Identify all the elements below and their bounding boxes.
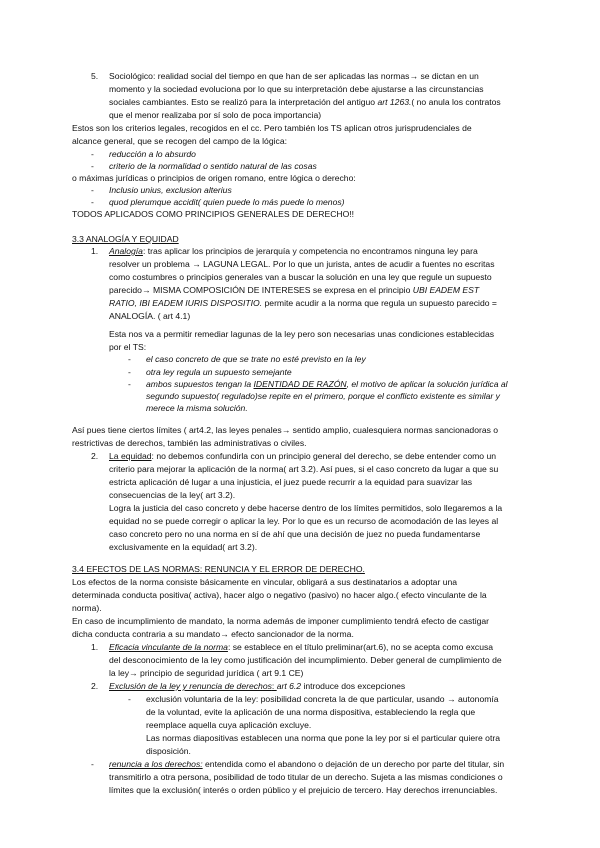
paragraph-line: como costumbres o principios generales van a buscar la solución en una ley que regule un supuesto [109,272,492,282]
condition-item: otra ley regula un supuesto semejante [146,367,292,377]
article-reference: art 1263. [377,97,412,107]
text-run: entendida como el abandono o dejación de un derecho por parte del titular, sin [202,759,505,769]
text-run: ( no anula los contratos [411,97,501,107]
paragraph-line: Así pues tiene ciertos límites ( art4.2, las leyes penales→ sentido amplio, cualesquiera normas sancionadoras o [72,425,499,435]
list-number: 5. [91,71,99,81]
logic-item: reducción a lo absurdo [109,149,196,159]
paragraph-line: Las normas diapositivas establecen una norma que pone la ley por si el particular quiere otra [146,733,500,743]
paragraph-line: exclusión voluntaria de la ley: posibilidad concreta la de que particular, usando → autonomía [146,694,499,704]
paragraph-line: del desconocimiento de la ley como justificación del incumplimiento. Deber general de cumplimiento de [109,655,502,665]
paragraph-line: restrictivas de derechos, también las administrativas o civiles. [72,438,307,448]
paragraph-line: momento y la sociedad evoluciona por lo que su interpretación debe ajustarse a las circunstancias [109,84,484,94]
emphasis-term: IDENTIDAD DE RAZÓN [253,379,347,389]
text-run: parecido→ MISMA COMPOSICIÓN DE INTERESES se expresa en el principio [109,285,413,295]
list-number: 1. [91,642,99,652]
text-run: : se establece en el título preliminar(art.6), no se acepta como excusa [227,642,494,652]
condition-item-cont: segundo supuesto( regulado)se repite en el primero, porque el conflicto existente es similar y [146,391,500,401]
paragraph-line [109,680,405,692]
paragraph-line: exclusivamente en la equidad( art 3.2). [109,542,258,552]
paragraph-line [109,245,478,257]
dash-bullet: - [91,149,94,159]
paragraph-line: caso concreto pero no una norma en sí de ahí que una decisión de juez no pueda fundamentarse [109,529,481,539]
paragraph-line: límites que la exclusión( interés o orden público y el prejuicio de tercero. Hay derechos irrenunciables. [109,785,498,795]
paragraph-line: transmitirlo a otra persona, posibilidad de todo titular de un derecho. Sujeta a las mismas condiciones o [109,772,503,782]
paragraph-line: Sociológico: realidad social del tiempo en que han de ser aplicadas las normas→ se dictan en un [109,71,479,81]
dash-bullet: - [91,161,94,171]
section-heading: 3.4 EFECTOS DE LAS NORMAS: RENUNCIA Y EL ERROR DE DERECHO. [72,564,365,574]
paragraph-line: alcance general, que se recogen del campo de la lógica: [72,136,287,146]
paragraph-line: En caso de incumplimiento de mandato, la norma además de imponer cumplimiento tendrá efecto de castigar [72,616,490,626]
paragraph-line: ANALOGÍA. ( art 4.1) [109,311,191,321]
paragraph-line [109,297,497,309]
term-label: Analogía [109,246,143,256]
dash-bullet: - [91,759,94,769]
list-number: 1. [91,246,99,256]
text-run: introduce dos excepciones [301,681,406,691]
term-label: renuncia a los derechos: [109,759,203,769]
text-run: ambos supuestos tengan la [146,379,254,389]
paragraph-line: consecuencias de la ley( art 3.2). [109,490,236,500]
paragraph-line: Los efectos de la norma consiste básicamente en vincular, obligará a sus destinatarios a adoptar una [72,577,458,587]
paragraph-line [109,284,479,296]
latin-maxim: RATIO, IBI EADEM IURIS DISPOSITIO. [109,298,263,308]
paragraph-line: resolver un problema → LAGUNA LEGAL. Por lo que un jurista, antes de acudir a fuentes no escritas [109,259,495,269]
paragraph-line: o máximas jurídicas o principios de origen romano, entre lógica o derecho: [72,173,356,183]
paragraph-line: de la voluntad, evite la aplicación de una norma dispositiva, estableciendo la regla que [146,707,476,717]
paragraph-line: determinada conducta positiva( activa), hacer algo o negativo (pasivo) no hacer algo.( efecto vinculante de la [72,590,487,600]
dash-bullet: - [128,379,131,389]
closing-statement: TODOS APLICADOS COMO PRINCIPIOS GENERALES DE DERECHO!! [72,209,355,219]
latin-maxim: UBI EADEM EST [412,285,480,295]
paragraph-line: por el TS: [109,342,147,352]
condition-item: el caso concreto de que se trate no esté previsto en la ley [146,354,366,364]
paragraph-line [109,450,496,462]
text-run: permite acudir a la norma que regula un supuesto parecido = [262,298,497,308]
term-label: Eficacia vinculante de la norma [109,642,228,652]
text-run: : no debemos confundirla con un principio general del derecho, se debe entender como un [151,451,497,461]
paragraph-line: disposición. [146,746,191,756]
text-run: : tras aplicar los principios de jerarquía y competencia no encontramos ninguna ley para [142,246,478,256]
paragraph-line: Estos son los criterios legales, recogidos en el cc. Pero también los TS aplican otros jurisprudenciales de [72,123,472,133]
paragraph-line [109,758,504,770]
paragraph-line: dicha conducta contraria a su mandato→ efecto sancionador de la norma. [72,629,354,639]
paragraph-line: estricta aplicación dé lugar a una injusticia, el juez puede recurrir a la equidad para suavizar las [109,477,473,487]
section-heading: 3.3 ANALOGÍA Y EQUIDAD [72,234,179,244]
text-run: : [271,681,277,691]
list-number: 2. [91,451,99,461]
logic-item: criterio de la normalidad o sentido natural de las cosas [109,161,317,171]
paragraph-line: Esta nos va a permitir remediar lagunas de la ley pero son necesarias unas condiciones establecidas [109,329,495,339]
paragraph-line: Logra la justicia del caso concreto y debe hacerse dentro de los límites permitidos, solo llegaremos a la [109,503,503,513]
text-run: , el motivo de aplicar la solución jurídica al [346,379,508,389]
paragraph-line: equidad no se puede corregir o aplicar la ley. Por lo que es un recurso de acomodación de las leyes al [109,516,499,526]
list-number: 2. [91,681,99,691]
maxim-item: Inclusio unius, exclusion alterius [109,185,232,195]
article-reference: art 6.2 [276,681,302,691]
maxim-item: quod plerumque accidit( quien puede lo más puede lo menos) [109,197,345,207]
paragraph-line: norma). [72,603,102,613]
term-label: La equidad [109,451,152,461]
paragraph-line: criterio para mejorar la aplicación de la norma( art 3.2). Así pues, si el caso concreto da lugar a que su [109,464,499,474]
paragraph-line [109,96,501,108]
dash-bullet: - [128,367,131,377]
condition-item-cont: merece la misma solución. [146,403,248,413]
paragraph-line [109,641,493,653]
dash-bullet: - [128,694,131,704]
text-run: sociales cambiantes. Esto se realizó para la interpretación del antiguo [109,97,378,107]
paragraph-line: reemplace aquella cuya aplicación excluye. [146,720,312,730]
dash-bullet: - [91,197,94,207]
term-label: Exclusión de la ley y renuncia de derechos [109,681,272,691]
condition-item [146,378,508,390]
dash-bullet: - [128,354,131,364]
paragraph-line: la ley→ principio de seguridad jurídica ( art 9.1 CE) [109,668,304,678]
paragraph-line: que el menor realizaba por sí solo de poca importancia) [109,110,322,120]
dash-bullet: - [91,185,94,195]
